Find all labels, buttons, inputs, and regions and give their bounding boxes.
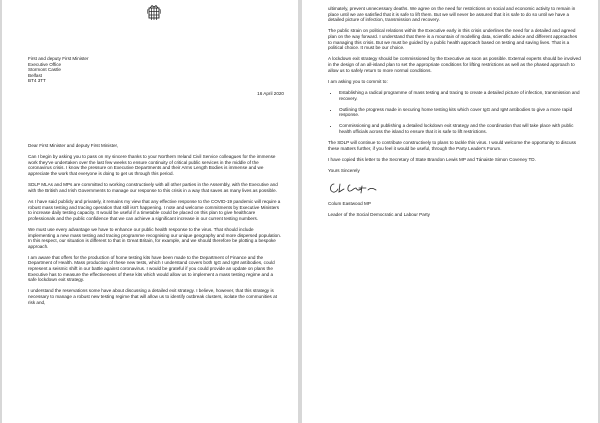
address-line: Executive Office [28, 61, 62, 67]
list-item: • Establishing a radical programme of mass testing and tracing to create a detailed picture of infection, transmission and recovery. [339, 90, 582, 101]
paragraph: I have copied this letter to the Secretary of State Brandon Lewis MP and Tánaiste Simon Coveney TD. [328, 157, 536, 163]
letter-page-1 [2, 0, 298, 423]
letter-date: 16 April 2020 [257, 91, 284, 96]
recipient-address [28, 56, 278, 84]
letter-body-page-1 [28, 143, 282, 311]
paragraph: I am aware that offers for the production of home testing kits have been made to the Department of Finance and the Department of Health. Mass production of these new tests, which I understand covers both IgG and IgM antibodies, could represent a seismic shift in our battle against coronavirus. I would be grateful if you could provide an update on plans the Executive has to measure the effectiveness of these kits which would allow us to implement a mass testing regime and a safe lockdown exit strategy. [28, 254, 275, 283]
address-line: First and deputy First Minister [28, 56, 89, 61]
paragraph: As I have said publicly and privately, it remains my view that any effective response to the COVID-19 pandemic will require a robust mass testing and tracing operation that still isn't happening. I note and welcome commitments by Executive Ministers to increase daily testing capacity. It would be useful if a timetable could be placed on this plan to give healthcare professionals and the public confidence that we can achieve a significant increase in our current testing numbers. [28, 198, 281, 221]
handwritten-signature [328, 181, 388, 195]
paragraph: The SDLP will continue to contribute constructively to plans to tackle this virus. I would welcome the opportunity to discuss these matters further, if you feel it would be useful, through the Party Leader's Forum. [328, 140, 577, 151]
paragraph: Can I begin by asking you to pass on my sincere thanks to your Northern Ireland Civil Service colleagues for the immense work they've undertaken over the last few weeks to ensure continuity of critical public services in the middle of the coronavirus crisis. I know the pressure on Executive Departments and their Arms Length Bodies is immense and we appreciate the work that everyone is doing to get us through this period. [28, 154, 276, 176]
list-item: • Commissioning and publishing a detailed lockdown exit strategy and the coordination that will take place with public health officials across the island to ensure that it is safe to lift restrictions. [339, 123, 582, 134]
paragraph: I am asking you to commit to: [328, 78, 388, 84]
salutation: Dear First Minister and deputy First Minister, [28, 143, 119, 148]
paragraph: ultimately, prevent unnecessary deaths. We agree on the need for restrictions on social and economic activity to remain in place until we are satisfied that it is safe to lift them. But we will never be assured that it is safe to do so until we have a detailed picture of infection, transmission and recovery. [328, 6, 576, 23]
portcullis-crest-icon [147, 4, 161, 22]
paragraph: SDLP MLAs and MPs are committed to working constructively with all other parties in the Assembly, with the Executive and with the British and Irish Governments to manage our response to this crisis in a way that saves as many lives as possible. [28, 182, 278, 193]
paragraph: A lockdown exit strategy should be commissioned by the Executive as soon as possible. External experts should be involved in the design of an all-island plan to set the appropriate conditions for lifting restrictions as well as the phased approach to allow us to safely return to more normal conditions. [328, 56, 581, 73]
address-line: BT4 3TT [28, 78, 46, 84]
letter-body-page-2 [328, 6, 582, 223]
paragraph: I understand the reservations some have about discussing a detailed exit strategy. I believe, however, that this strategy is necessary to manage a robust new testing regime that will allow us to identify outbreak clusters, isolate the communities at risk and, [28, 288, 277, 305]
address-line: Stormont Castle [28, 67, 61, 73]
address-line: Belfast [28, 72, 43, 78]
closing: Yours Sincerely [328, 168, 360, 174]
paragraph: We must use every advantage we have to enhance our public health response to the virus. That should include implementing a new mass testing and tracing programme recognising our unique geography and more dispersed population. In this respect, our situation is different to that in Great Britain, for example, and we should therefore be plotting a bespoke approach. [28, 226, 282, 249]
list-item: • Outlining the progress made in securing home testing kits which cover IgG and IgM antibodies to give a more rapid response. [339, 107, 582, 118]
commitments-list [328, 90, 582, 135]
paragraph: The public strain on political relations within the Executive early in this crisis underlines the need for a detailed and agreed plan on the way forward. I understand that there is a mountain of modelling data, scientific advice and different approaches to managing this crisis. But we must be guided by a public health approach based on testing and saving lives. That is a political choice. It must be our choice. [328, 28, 578, 51]
signatory-name: Colum Eastwood MP [328, 201, 371, 206]
signatory-title: Leader of the Social Democratic and Labour Party [328, 212, 430, 218]
letter-page-2 [302, 0, 598, 423]
